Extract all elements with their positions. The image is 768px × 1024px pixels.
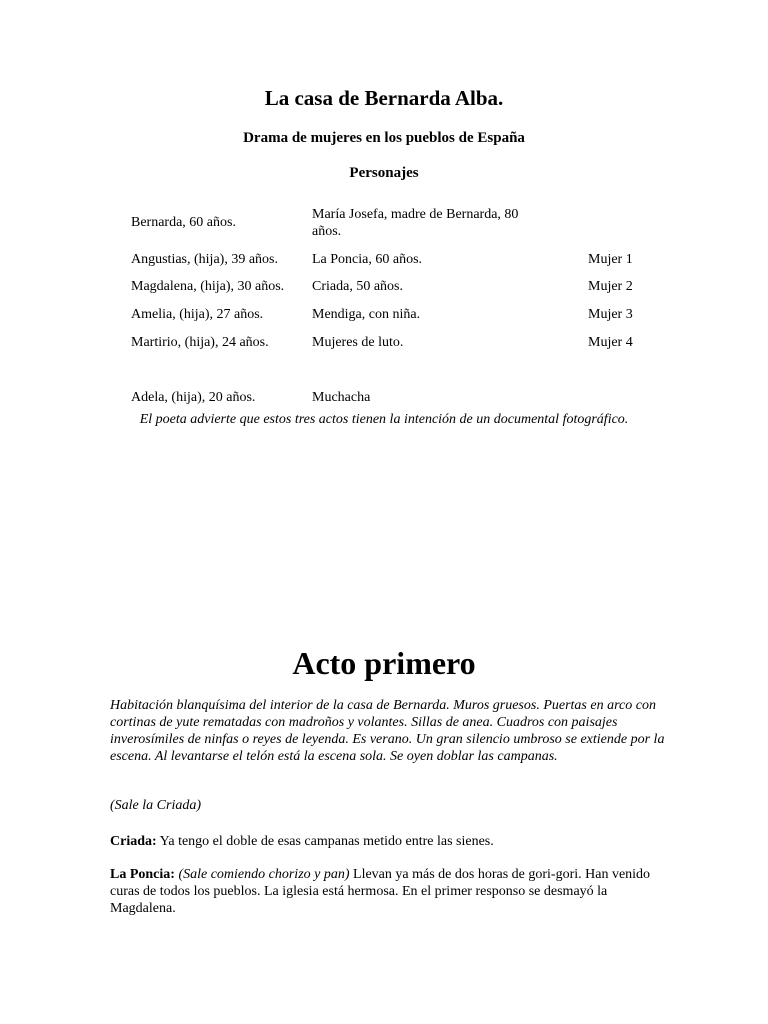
cast-adela: Adela, (hija), 20 años. xyxy=(131,390,256,405)
cast-mendiga: Mendiga, con niña. xyxy=(312,307,421,322)
cast-maria-josefa-line1: María Josefa, madre de Bernarda, 80 xyxy=(312,207,519,222)
poet-note: El poeta advierte que estos tres actos tienen la intención de un documental fotográfico. xyxy=(139,412,629,427)
cast-martirio: Martirio, (hija), 24 años. xyxy=(131,335,269,350)
play-title: La casa de Bernarda Alba. xyxy=(264,86,504,110)
cast-mujer-2: Mujer 2 xyxy=(588,279,633,294)
speaker-criada: Criada: xyxy=(110,834,157,849)
cast-angustias: Angustias, (hija), 39 años. xyxy=(131,252,278,267)
dialogue-poncia xyxy=(110,866,670,917)
stage-direction: Habitación blanquísima del interior de la casa de Bernarda. Muros gruesos. Puertas en arco con cortinas de yute rematadas con madroños y volantes. Sillas de anea. Cuadros con paisajes inverosímiles de ninfas o reyes de leyenda. Es verano. Un gran silencio umbroso se extiende por la escena. Al levantarse el telón está la escena sola. Se oyen doblar las campanas. xyxy=(110,698,665,764)
speaker-la-poncia: La Poncia: xyxy=(110,867,175,882)
act-title: Acto primero xyxy=(292,645,476,681)
cast-amelia: Amelia, (hija), 27 años. xyxy=(131,307,264,322)
cast-mujer-1: Mujer 1 xyxy=(588,252,633,267)
cast-mujeres-de-luto: Mujeres de luto. xyxy=(312,335,404,350)
dialogue-poncia-text: Llevan ya más de dos horas de gori-gori. Han venido curas de todos los pueblos. La iglesia está hermosa. En el primer responso se desmayó la Magdalena. xyxy=(110,867,651,916)
cast-criada: Criada, 50 años. xyxy=(312,279,403,294)
dialogue-criada-text: Ya tengo el doble de esas campanas metido entre las sienes. xyxy=(156,834,494,849)
characters-heading: Personajes xyxy=(349,165,419,181)
dialogue-criada xyxy=(110,833,670,850)
cast-la-poncia: La Poncia, 60 años. xyxy=(312,252,423,267)
cast-muchacha: Muchacha xyxy=(312,390,371,405)
cast-magdalena: Magdalena, (hija), 30 años. xyxy=(131,279,285,294)
cast-bernarda: Bernarda, 60 años. xyxy=(131,215,236,230)
cast-mujer-3: Mujer 3 xyxy=(588,307,633,322)
cast-mujer-4: Mujer 4 xyxy=(588,335,633,350)
play-subtitle: Drama de mujeres en los pueblos de España xyxy=(243,130,525,146)
sale-la-criada: (Sale la Criada) xyxy=(110,798,201,813)
stage-direction-poncia: (Sale comiendo chorizo y pan) xyxy=(174,867,350,882)
cast-maria-josefa-line2: años. xyxy=(312,224,342,239)
